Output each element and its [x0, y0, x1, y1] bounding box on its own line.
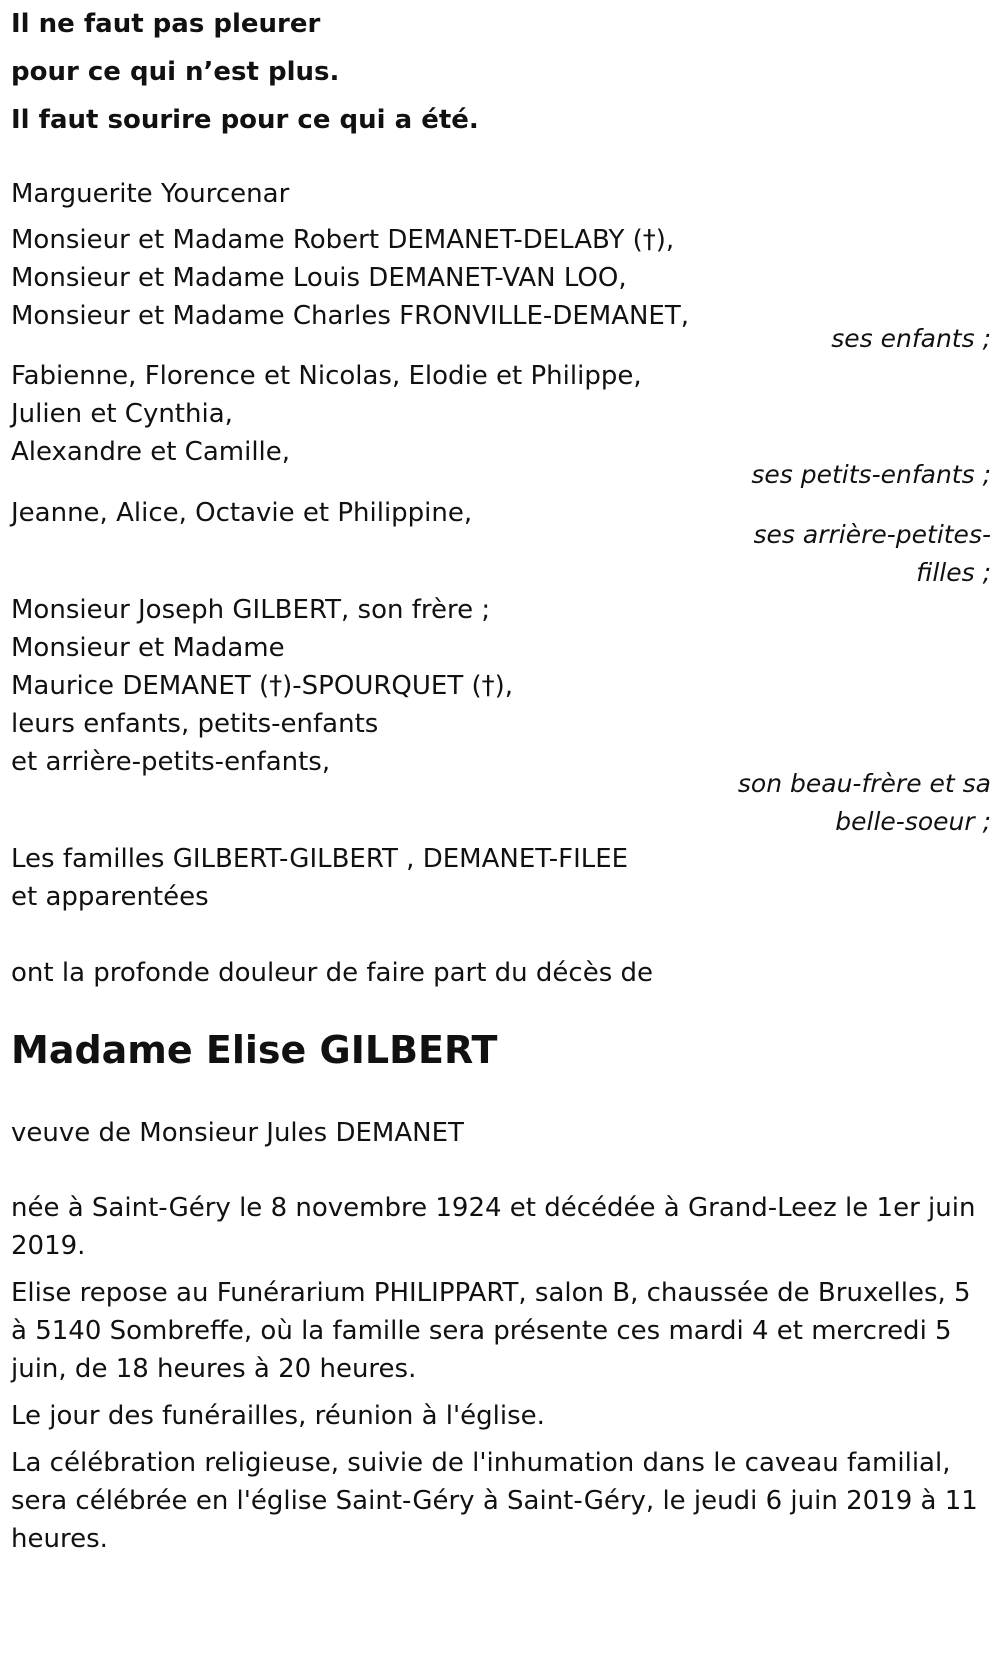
- family-line: Monsieur et Madame: [11, 633, 285, 663]
- relation-role-line: filles ;: [916, 558, 991, 587]
- family-line: Monsieur et Madame Charles FRONVILLE-DEMANET,: [11, 301, 690, 331]
- quote-line: Il faut sourire pour ce qui a été.: [11, 105, 479, 135]
- quote-block: [11, 0, 479, 144]
- relation-role-line: son beau-frère et sa: [737, 769, 991, 798]
- family-line: leurs enfants, petits-enfants: [11, 709, 379, 739]
- family-line: Monsieur et Madame Louis DEMANET-VAN LOO,: [11, 263, 627, 293]
- siblings-block: [11, 591, 513, 781]
- family-line: Alexandre et Camille,: [11, 437, 291, 467]
- relation-role-line: belle-soeur ;: [835, 807, 991, 836]
- family-line: Les familles GILBERT-GILBERT , DEMANET-FILEE: [11, 844, 629, 874]
- family-line: Monsieur Joseph GILBERT, son frère ;: [11, 595, 491, 625]
- relation-role: [11, 765, 991, 841]
- relation-role-line: ses arrière-petites-: [753, 520, 991, 549]
- families-block: [11, 840, 628, 916]
- deceased-name: Madame Elise GILBERT: [11, 1028, 498, 1072]
- relation-role: ses petits-enfants ;: [751, 460, 991, 489]
- ceremony-paragraph: La célébration religieuse, suivie de l'inhumation dans le caveau familial, sera célébrée en l'église Saint-Géry à Saint-Géry, le jeudi 6 juin 2019 à 11 heures.: [11, 1448, 978, 1554]
- relation-role: ses enfants ;: [831, 324, 991, 353]
- visitation-paragraph: Elise repose au Funérarium PHILIPPART, salon B, chaussée de Bruxelles, 5 à 5140 Sombreffe, où la famille sera présente ces mardi 4 et mercredi 5 juin, de 18 heures à 20 heures.: [11, 1278, 971, 1384]
- quote-line: pour ce qui n’est plus.: [11, 57, 340, 87]
- family-line: Maurice DEMANET (†)-SPOURQUET (†),: [11, 671, 514, 701]
- family-line: Jeanne, Alice, Octavie et Philippine,: [11, 498, 473, 528]
- quote-line: Il ne faut pas pleurer: [11, 9, 321, 39]
- children-block: [11, 221, 991, 335]
- grandchildren-block: [11, 357, 642, 471]
- relation-role: [11, 516, 991, 592]
- family-line: Julien et Cynthia,: [11, 399, 233, 429]
- family-line: Monsieur et Madame Robert DEMANET-DELABY (†),: [11, 225, 675, 255]
- birth-death-paragraph: née à Saint-Géry le 8 novembre 1924 et décédée à Grand-Leez le 1er juin 2019.: [11, 1193, 976, 1261]
- quote-author: Marguerite Yourcenar: [11, 179, 290, 209]
- widow-of: veuve de Monsieur Jules DEMANET: [11, 1118, 464, 1148]
- family-line: et arrière-petits-enfants,: [11, 747, 331, 777]
- meeting-paragraph: Le jour des funérailles, réunion à l'église.: [11, 1401, 545, 1431]
- family-line: Fabienne, Florence et Nicolas, Elodie et Philippe,: [11, 361, 642, 391]
- announcement: ont la profonde douleur de faire part du décès de: [11, 958, 654, 988]
- family-line: et apparentées: [11, 882, 209, 912]
